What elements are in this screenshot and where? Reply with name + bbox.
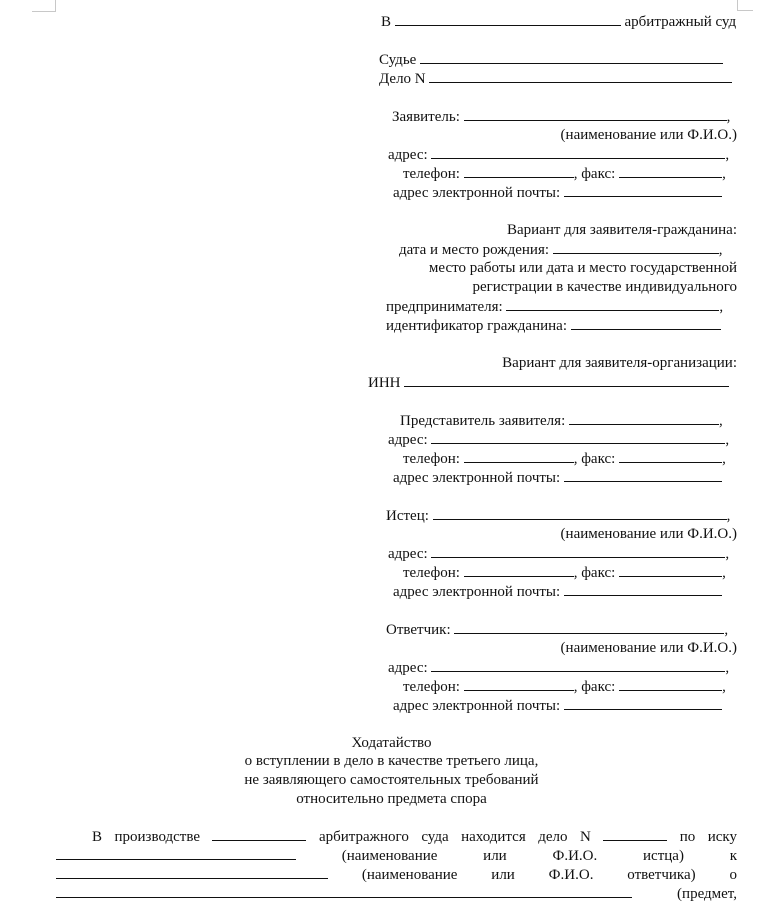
document-subtitle-3: относительно предмета спора [296, 791, 487, 807]
proceedings-case-field[interactable] [603, 827, 667, 841]
birth-line: дата и место рождения: , [399, 242, 723, 258]
plaintiff-name-inline-field[interactable] [56, 846, 296, 860]
judge-field[interactable] [420, 50, 723, 64]
inn-line: ИНН [368, 373, 729, 392]
entrepreneur-line: предпринимателя: , [386, 299, 724, 315]
defendant-address-field[interactable] [431, 658, 725, 672]
plaintiff-email-field[interactable] [564, 582, 722, 596]
body-line-2: (наименование или Ф.И.О. истца) к [56, 846, 737, 866]
plaintiff-phone-field[interactable] [464, 563, 574, 577]
defendant-address-line: адрес: , [388, 660, 730, 676]
case-line: Дело N [379, 69, 732, 88]
representative-phone-field[interactable] [464, 449, 574, 463]
work-line-2: регистрации в качестве индивидуального [472, 279, 737, 295]
defendant-name-inline-field[interactable] [56, 865, 328, 879]
applicant-line: Заявитель: , [392, 109, 731, 125]
applicant-email-line: адрес электронной почты: [393, 183, 722, 202]
defendant-email-field[interactable] [564, 696, 722, 710]
body-line-1: В производстве арбитражного суда находится дело N по иску [92, 829, 737, 845]
court-name-field[interactable] [395, 12, 621, 26]
proceedings-court-field[interactable] [212, 827, 306, 841]
birth-field[interactable] [553, 240, 719, 254]
applicant-name-field[interactable] [464, 107, 727, 121]
crop-mark-top-right-h [737, 10, 753, 11]
body-line-4: (предмет, [56, 884, 737, 904]
body-line-3: (наименование или Ф.И.О. ответчика) о [56, 865, 737, 885]
representative-line: Представитель заявителя: , [400, 413, 723, 429]
court-line: В арбитражный суд [381, 14, 737, 30]
representative-fax-field[interactable] [619, 449, 722, 463]
defendant-name-field[interactable] [454, 620, 724, 634]
citizen-id-field[interactable] [571, 316, 721, 330]
representative-name-field[interactable] [569, 411, 719, 425]
plaintiff-name-field[interactable] [433, 506, 727, 520]
plaintiff-address-line: адрес: , [388, 546, 730, 562]
representative-phone-line: телефон: , факс: , [403, 451, 726, 467]
applicant-fax-field[interactable] [619, 164, 722, 178]
plaintiff-address-field[interactable] [431, 544, 725, 558]
applicant-phone-line: телефон: , факс: , [403, 166, 726, 182]
plaintiff-phone-line: телефон: , факс: , [403, 565, 726, 581]
document-title: Ходатайство [351, 735, 432, 751]
judge-line: Судье [379, 50, 723, 69]
crop-mark-top-left-h [32, 11, 56, 12]
inn-field[interactable] [404, 373, 729, 387]
applicant-address-field[interactable] [431, 145, 725, 159]
plaintiff-fax-field[interactable] [619, 563, 722, 577]
applicant-address-line: адрес: , [388, 147, 730, 163]
representative-address-field[interactable] [431, 430, 725, 444]
representative-email-field[interactable] [564, 468, 722, 482]
org-variant-title: Вариант для заявителя-организации: [502, 355, 737, 371]
subject-field[interactable] [56, 884, 632, 898]
defendant-phone-field[interactable] [464, 677, 574, 691]
document-subtitle-2: не заявляющего самостоятельных требований [244, 772, 539, 788]
applicant-phone-field[interactable] [464, 164, 574, 178]
representative-email-line: адрес электронной почты: [393, 468, 722, 487]
representative-address-line: адрес: , [388, 432, 730, 448]
plaintiff-line: Истец: , [386, 508, 731, 524]
defendant-phone-line: телефон: , факс: , [403, 679, 726, 695]
plaintiff-email-line: адрес электронной почты: [393, 582, 722, 601]
defendant-hint: (наименование или Ф.И.О.) [560, 640, 737, 656]
work-line-1: место работы или дата и место государственной [428, 260, 737, 276]
entrepreneur-field[interactable] [506, 297, 719, 311]
defendant-fax-field[interactable] [619, 677, 722, 691]
defendant-email-line: адрес электронной почты: [393, 696, 722, 715]
defendant-line: Ответчик: , [386, 622, 729, 638]
case-number-field[interactable] [429, 69, 732, 83]
citizen-id-line: идентификатор гражданина: [386, 316, 721, 335]
citizen-variant-title: Вариант для заявителя-гражданина: [506, 222, 737, 238]
document-subtitle-1: о вступлении в дело в качестве третьего лица, [244, 753, 539, 769]
applicant-hint: (наименование или Ф.И.О.) [560, 127, 737, 143]
plaintiff-hint: (наименование или Ф.И.О.) [560, 526, 737, 542]
applicant-email-field[interactable] [564, 183, 722, 197]
